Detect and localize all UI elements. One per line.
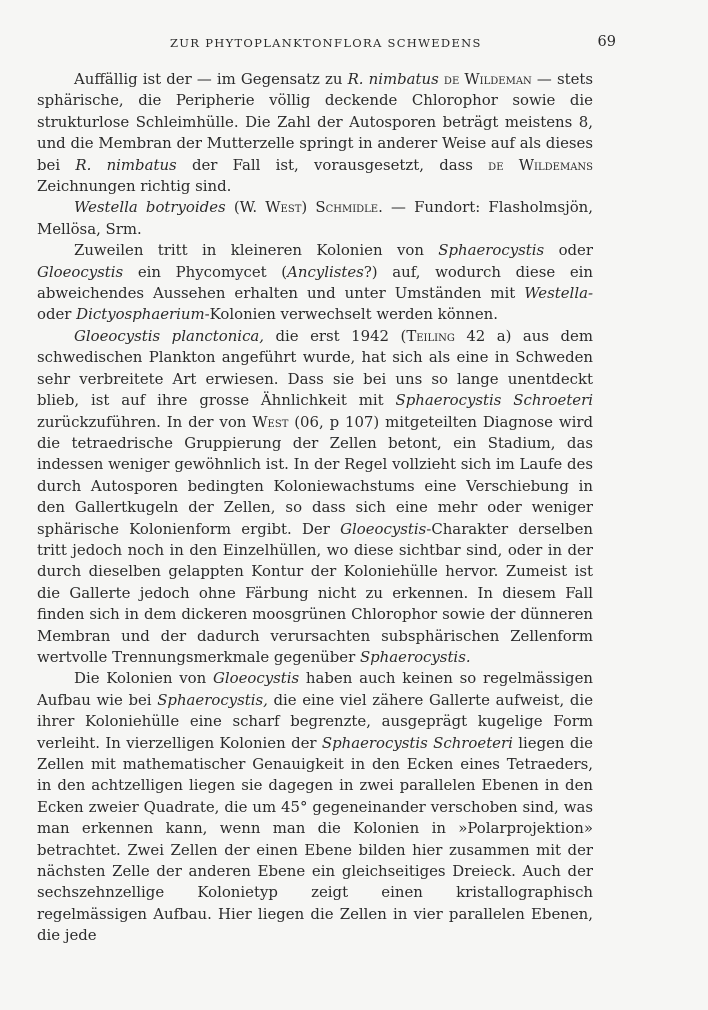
paragraph	[37, 197, 593, 240]
italic-text: R. nimbatus	[347, 70, 439, 88]
author-name: West	[265, 198, 302, 217]
author-name: West	[252, 412, 289, 431]
italic-text: Gloeocystis	[212, 669, 300, 688]
italic-text: R. nimbatus	[75, 155, 177, 174]
author-name: Schmidle	[315, 198, 379, 217]
text-run: 42 a) aus dem schwedischen Plankton angeführt wurde, hat sich als eine in Schweden sehr verbreitete Art erwiesen. Dass sie bei uns so lange unentdeckt blieb, ist auf ihre grosse Ähnlichkeit mit	[37, 326, 593, 410]
italic-text: Sphaerocystis,	[157, 690, 268, 709]
paragraph	[37, 668, 593, 946]
text-run: oder	[37, 305, 77, 324]
italic-text: Sphaerocystis	[438, 241, 545, 260]
text-run: )	[301, 198, 316, 217]
paragraph	[37, 326, 593, 669]
text-run: -Charakter derselben tritt jedoch noch in den Einzelhüllen, wo diese sichtbar sind, oder in der durch dieselben gelappten Kontur der Koloniehülle hervor. Zumeist ist die Gallerte jedoch ohne Färbung nicht zu erkennen. In diesem Fall finden sich in dem dickeren moosgrünen Chlorophor sowie der dünneren Membran und der dadurch verursachten subsphärischen Zellenform wertvolle Trennungsmerkmale gegenüber	[37, 519, 593, 666]
paragraph	[37, 240, 593, 326]
author-name: Teiling	[406, 326, 455, 345]
text-run: Die Kolonien von	[74, 669, 213, 688]
text-run: Auffällig ist der — im Gegensatz zu	[74, 70, 348, 88]
text-run: ?) auf, wodurch diese ein abweichendes Aussehen erhalten und unter Umständen mit	[37, 262, 593, 303]
text-run: . — Fundort: Flasholmsjön, Mellösa, Srm.	[37, 198, 594, 238]
italic-text: Sphaerocystis Schroeteri	[321, 733, 513, 752]
italic-text: Westella botryoides	[74, 198, 226, 217]
author-name: de Wildemans	[488, 155, 594, 174]
italic-text: Sphaerocystis.	[359, 647, 471, 666]
italic-text: Gloeocystis	[37, 262, 124, 281]
text-run: -Kolonien verwechselt werden können.	[204, 305, 498, 324]
text-run: die erst 1942 (	[264, 326, 407, 345]
text-run: Zeichnungen richtig sind.	[37, 177, 232, 196]
text-run: die eine viel zähere Gallerte aufweist, die ihrer Koloniehülle eine scharf begrenzte, ausgeprägt kugelige Form verleiht. In vierzelligen Kolonien der	[37, 690, 594, 752]
body-text	[37, 69, 593, 947]
page-number: 69	[597, 34, 616, 50]
running-title: ZUR PHYTOPLANKTONFLORA SCHWEDENS	[170, 36, 482, 50]
text-run: (06, p 107) mitgeteilten Diagnose wird die tetraedrische Gruppierung der Zellen betont, ein Stadium, das indessen weniger gewöhnlich ist. In der Regel vollzieht sich im Laufe des durch Autosporen bedingten Koloniewachstums eine Verschiebung in den Gallertkugeln der Zellen, so dass sich eine mehr oder weniger sphärische Kolonienform ergibt. Der	[37, 412, 593, 538]
italic-text: Gloeocystis planctonica,	[74, 326, 265, 345]
text-run: der Fall ist, vorausgesetzt, dass	[176, 155, 489, 174]
text-run: liegen die Zellen mit mathematischer Genauigkeit in den Ecken eines Tetraeders, in den achtzelligen liegen sie dagegen in zwei parallelen Ebenen in den Ecken zweier Quadrate, die um 45° gegeneinander verschoben sind, was man erkennen kann, wenn man die Kolonien in »Polarprojektion» betrachtet. Zwei Zellen der einen Ebene bilden hier zusammen mit der nächsten Zelle der anderen Ebene ein gleichseitiges Dreieck. Auch der sechszehnzellige Kolonietyp zeigt einen kristallographisch regelmässigen Aufbau. Hier liegen die Zellen in vier parallelen Ebenen, die jede	[37, 733, 593, 945]
italic-text: Ancylistes	[287, 262, 364, 281]
author-name: de Wildeman	[443, 70, 532, 88]
paragraph	[37, 69, 593, 197]
text-run: oder	[544, 241, 593, 260]
text-run: haben auch keinen so regelmässigen Aufbau wie bei	[37, 669, 593, 709]
text-run: — stets sphärische, die Peripherie völlig deckende Chlorophor sowie die strukturlose Schleimhülle. Die Zahl der Autosporen beträgt meistens 8, und die Membran der Mutterzelle springt in anderer Weise auf als dieses bei	[37, 70, 594, 174]
text-run: Zuweilen tritt in kleineren Kolonien von	[74, 241, 439, 260]
italic-text: Sphaerocystis Schroeteri	[395, 391, 593, 410]
text-run: (W.	[225, 198, 266, 217]
italic-text: Westella-	[524, 284, 593, 303]
italic-text: Gloeocystis	[340, 519, 427, 538]
page-header	[73, 34, 616, 56]
italic-text: Dictyosphaerium	[76, 305, 205, 324]
text-run: zurückzuführen. In der von	[37, 412, 253, 431]
text-run: ein Phycomycet (	[123, 262, 288, 281]
